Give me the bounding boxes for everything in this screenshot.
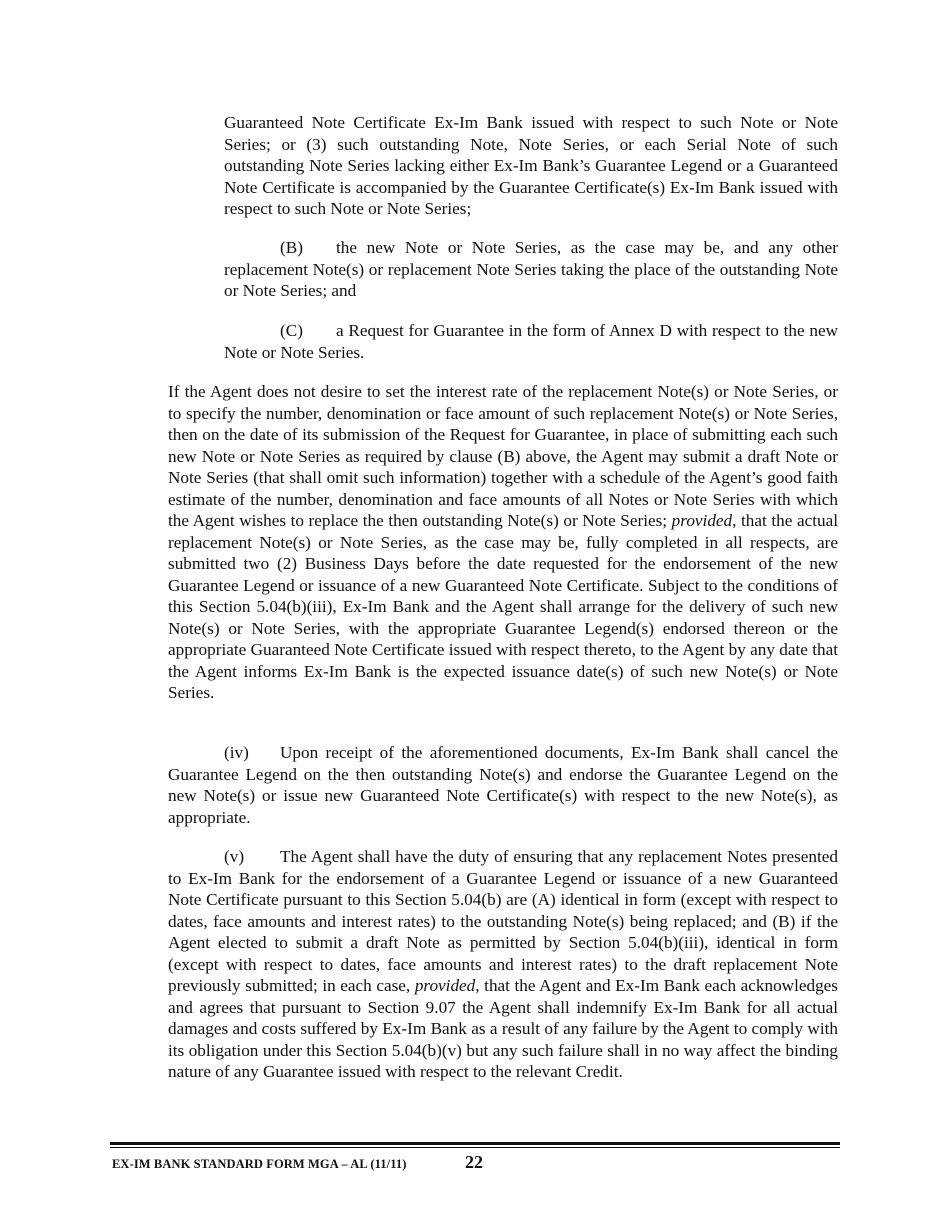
provided-term: provided bbox=[671, 511, 733, 530]
paragraph-iv bbox=[168, 742, 838, 828]
paragraph-agent-part1: If the Agent does not desire to set the interest rate of the replacement Note(s) or Note Series, or to specify the number, denomination or face amount of such replacement Note(s) or Note Series, then on the date of its submission of the Request for Guarantee, in place of submitting each such new Note or Note Series as required by clause (B) above, the Agent may submit a draft Note or Note Series (that shall omit such information) together with a schedule of the Agent’s good faith estimate of the number, denomination and face amounts of all Notes or Note Series with which the Agent wishes to replace the then outstanding Note(s) or Note Series; bbox=[168, 382, 838, 530]
clause-b bbox=[224, 237, 838, 302]
clause-b-label: (B) bbox=[280, 238, 303, 257]
paragraph-v bbox=[168, 846, 838, 1083]
paragraph-continuation: Guaranteed Note Certificate Ex-Im Bank issued with respect to such Note or Note Series; or (3) such outstanding Note, Note Series, or each Serial Note of such outstanding Note Series lacking either Ex-Im Bank’s Guarantee Legend or a Guaranteed Note Certificate is accompanied by the Guarantee Certificate(s) Ex-Im Bank issued with respect to such Note or Note Series; bbox=[224, 113, 838, 218]
clause-c-label: (C) bbox=[280, 321, 303, 340]
clause-c-text: a Request for Guarantee in the form of Annex D with respect to the new Note or Note Series. bbox=[224, 321, 838, 362]
paragraph-iv-text: Upon receipt of the aforementioned documents, Ex-Im Bank shall cancel the Guarantee Legend on the then outstanding Note(s) and endorse the Guarantee Legend on the new Note(s) or issue new Guaranteed Note Certificate(s) with respect to the new Note(s), as appropriate. bbox=[168, 743, 838, 827]
paragraph-v-label: (v) bbox=[224, 847, 245, 866]
footer-rule-thick bbox=[110, 1142, 840, 1145]
page-number: 22 bbox=[465, 1152, 483, 1172]
paragraph-v-part1: The Agent shall have the duty of ensuring that any replacement Notes presented to Ex-Im Bank for the endorsement of a Guarantee Legend or issuance of a new Guaranteed Note Certificate pursuant to this Section 5.04(b) are (A) identical in form (except with respect to dates, face amounts and interest rates) to the outstanding Note(s) being replaced; and (B) if the Agent elected to submit a draft Note as permitted by Section 5.04(b)(iii), identical in form (except with respect to dates, face amounts and interest rates) to the draft replacement Note previously submitted; in each case, bbox=[168, 847, 838, 995]
footer-form-label: EX-IM BANK STANDARD FORM MGA – AL (11/11) bbox=[112, 1157, 407, 1171]
paragraph-iv-label: (iv) bbox=[224, 743, 249, 762]
paragraph-agent-part2: , that the actual replacement Note(s) or Note Series, as the case may be, fully completed in all respects, are submitted two (2) Business Days before the date requested for the endorsement of the new Guarantee Legend or issuance of a new Guaranteed Note Certificate. Subject to the conditions of this Section 5.04(b)(iii), Ex-Im Bank and the Agent shall arrange for the delivery of such new Note(s) or Note Series, with the appropriate Guarantee Legend(s) endorsed thereon or the appropriate Guaranteed Note Certificate issued with respect thereto, to the Agent by any date that the Agent informs Ex-Im Bank is the expected issuance date(s) of such new Note(s) or Note Series. bbox=[168, 511, 838, 702]
footer-rule-thin bbox=[110, 1147, 840, 1148]
clause-b-text: the new Note or Note Series, as the case may be, and any other replacement Note(s) or replacement Note Series taking the place of the outstanding Note or Note Series; and bbox=[224, 238, 838, 300]
paragraph-v-part2: , that the Agent and Ex-Im Bank each acknowledges and agrees that pursuant to Section 9.07 the Agent shall indemnify Ex-Im Bank for all actual damages and costs suffered by Ex-Im Bank as a result of any failure by the Agent to comply with its obligation under this Section 5.04(b)(v) but any such failure shall in no way affect the binding nature of any Guarantee issued with respect to the relevant Credit. bbox=[168, 976, 838, 1081]
paragraph-agent-draft-note bbox=[168, 381, 838, 704]
clause-c bbox=[224, 320, 838, 363]
provided-term: provided bbox=[414, 976, 476, 995]
